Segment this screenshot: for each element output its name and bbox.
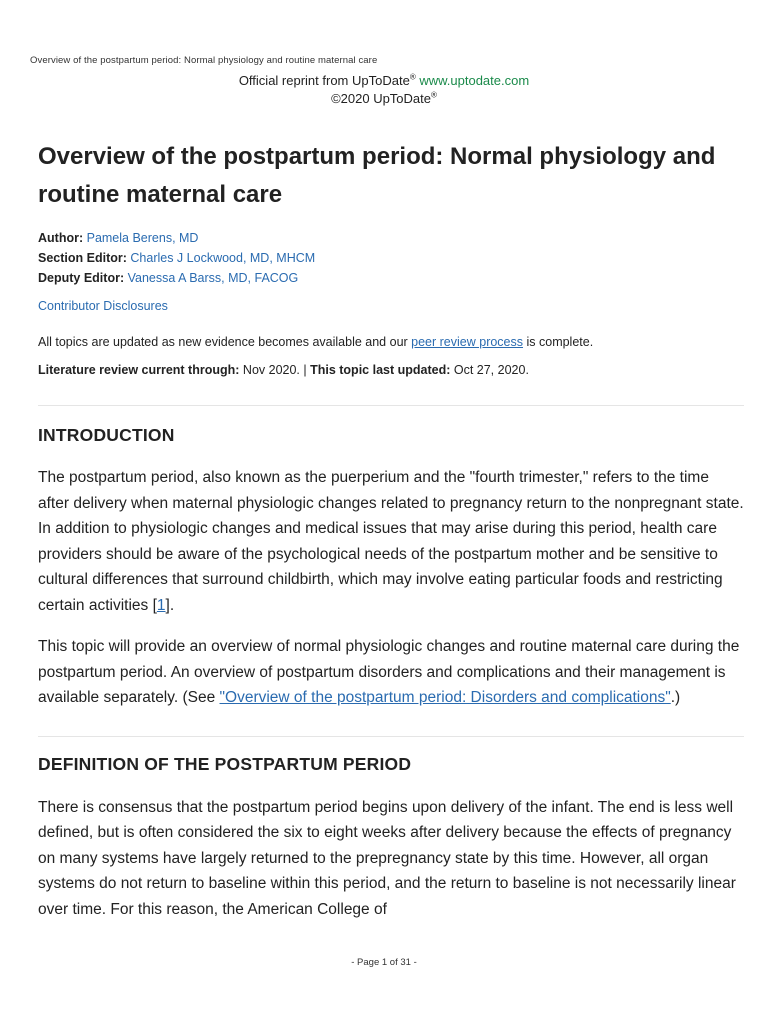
uptodate-site-link[interactable]: www.uptodate.com <box>419 73 530 88</box>
page-number-footer: - Page 1 of 31 - <box>351 957 417 968</box>
literature-review-label: Literature review current through: <box>38 363 240 377</box>
editor-list <box>38 228 744 288</box>
update-notice <box>38 333 744 351</box>
deputy-editor-row <box>38 268 744 288</box>
running-header: Overview of the postpartum period: Normal physiology and routine maternal care <box>30 55 378 66</box>
registered-mark: ® <box>431 90 437 100</box>
copyright-text: ©2020 UpToDate <box>331 91 431 106</box>
section-editor-link[interactable]: Charles J Lockwood, MD, MHCM <box>130 251 316 265</box>
section-editor-label: Section Editor: <box>38 251 127 265</box>
introduction-p2-end: .) <box>670 689 681 706</box>
contributor-disclosures <box>38 297 744 315</box>
author-link[interactable]: Pamela Berens, MD <box>86 231 199 245</box>
disorders-topic-link[interactable]: "Overview of the postpartum period: Disorders and complications" <box>219 689 671 706</box>
section-editor-row <box>38 248 744 268</box>
literature-review-value: Nov 2020. | <box>239 363 311 377</box>
reprint-notice <box>0 72 768 108</box>
article-content <box>38 138 744 922</box>
introduction-p1-text: The postpartum period, also known as the puerperium and the "fourth trimester," refers to the time after delivery when maternal physiologic changes related to pregnancy return to the nonpregnant state. In addition to physiologic changes and medical issues that may arise during this period, health care providers should be aware of the psychological needs of the postpartum mother and be sensitive to cultural differences that surround childbirth, which may involve eating particular foods and restricting certain activities [ <box>38 469 744 614</box>
reprint-prefix: Official reprint from UpToDate <box>238 73 410 88</box>
deputy-editor-link[interactable]: Vanessa A Barss, MD, FACOG <box>127 271 299 285</box>
deputy-editor-label: Deputy Editor: <box>38 271 125 285</box>
introduction-paragraph-2 <box>38 634 744 711</box>
registered-mark: ® <box>409 72 416 82</box>
section-divider <box>38 405 744 406</box>
author-label: Author: <box>38 231 84 245</box>
introduction-p1-end: ]. <box>165 596 175 614</box>
reprint-line-1 <box>0 72 768 90</box>
page-title: Overview of the postpartum period: Normal physiology and routine maternal care <box>38 143 716 208</box>
introduction-p2-text: This topic will provide an overview of normal physiologic changes and routine maternal care during the postpartum period. An overview of postpartum disorders and complications and their management is available separately. (See <box>38 638 740 706</box>
last-updated-label: This topic last updated: <box>310 363 451 377</box>
peer-review-link[interactable]: peer review process <box>411 335 524 349</box>
review-dates <box>38 361 744 379</box>
last-updated-value: Oct 27, 2020. <box>450 363 529 377</box>
introduction-paragraph-1 <box>38 465 744 618</box>
update-notice-after: is complete. <box>523 335 594 349</box>
introduction-heading: INTRODUCTION <box>38 425 175 445</box>
reprint-line-2 <box>0 90 768 108</box>
author-row <box>38 228 744 248</box>
definition-paragraph-1: There is consensus that the postpartum period begins upon delivery of the infant. The end is less well defined, but is often considered the six to eight weeks after delivery because the effects of pregnancy on many systems have largely returned to the prepregnancy state by this time. However, all organ systems do not return to baseline within this period, and the return to baseline is not necessarily linear over time. For this reason, the American College of <box>38 798 736 918</box>
reference-link[interactable]: 1 <box>156 596 166 614</box>
update-notice-before: All topics are updated as new evidence becomes available and our <box>38 335 412 349</box>
section-divider <box>38 736 744 737</box>
contributor-disclosures-link[interactable]: Contributor Disclosures <box>38 299 168 313</box>
definition-heading: DEFINITION OF THE POSTPARTUM PERIOD <box>38 753 412 774</box>
